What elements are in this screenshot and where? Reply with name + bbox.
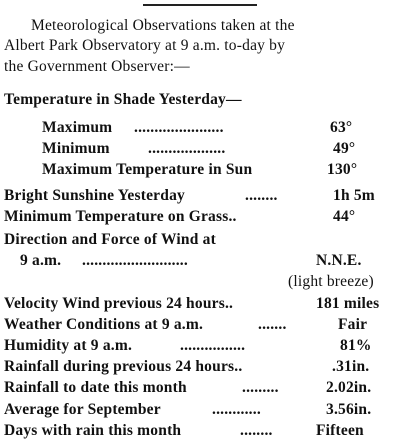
intro-line-2 <box>0 36 401 56</box>
obs-row-days-rain <box>0 421 401 441</box>
obs-value: Fair <box>338 316 368 333</box>
obs-value: Fifteen <box>316 422 364 439</box>
header-rule <box>143 4 257 6</box>
shade-item-label: Maximum <box>42 119 113 136</box>
grass-row <box>0 207 401 227</box>
obs-row-rainfall-month <box>0 378 401 398</box>
wind-note: (light breeze) <box>288 273 374 290</box>
shade-item-value: 63° <box>330 119 353 136</box>
shade-item-label: Maximum Temperature in Sun <box>42 161 253 178</box>
intro-line-3 <box>0 57 401 77</box>
wind-row <box>0 251 401 271</box>
wind-heading <box>0 230 401 250</box>
shade-item-value: 130° <box>327 161 358 178</box>
obs-value: .31in. <box>332 358 370 375</box>
intro-text-1: Meteorological Observations taken at the <box>31 17 295 34</box>
wind-heading-text: Direction and Force of Wind at <box>4 231 216 248</box>
dot-leader: ............ <box>212 401 261 418</box>
dot-leader: ....... <box>258 316 287 333</box>
dot-leader: ................ <box>180 337 246 354</box>
wind-value: N.N.E. <box>316 252 362 269</box>
obs-row-average <box>0 400 401 420</box>
obs-label: Average for September <box>4 401 161 418</box>
obs-row-humidity <box>0 336 401 356</box>
shade-item-value: 49° <box>333 140 356 157</box>
obs-value: 2.02in. <box>326 379 372 396</box>
dot-leader: ...................... <box>134 119 224 136</box>
obs-label: Velocity Wind previous 24 hours.. <box>4 295 234 312</box>
obs-label: Humidity at 9 a.m. <box>4 337 133 354</box>
dot-leader: ........ <box>245 187 278 204</box>
obs-value: 81% <box>340 337 372 354</box>
wind-label: 9 a.m. <box>20 252 62 269</box>
obs-row-velocity <box>0 294 401 314</box>
dot-leader: .......................... <box>82 252 188 269</box>
sunshine-value: 1h 5m <box>333 187 375 204</box>
shade-heading <box>0 90 401 110</box>
obs-label: Rainfall during previous 24 hours.. <box>4 358 243 375</box>
obs-label: Rainfall to date this month <box>4 379 187 396</box>
shade-item-minimum <box>0 139 401 159</box>
dot-leader: ................... <box>148 140 226 157</box>
shade-item-sun <box>0 160 401 180</box>
dot-leader: ........ <box>240 422 273 439</box>
intro-text-2: Albert Park Observatory at 9 a.m. to-day by <box>4 37 286 54</box>
sunshine-row <box>0 186 401 206</box>
shade-heading-text: Temperature in Shade Yesterday— <box>4 91 242 108</box>
intro-text-3: the Government Observer:— <box>4 58 190 75</box>
grass-label: Minimum Temperature on Grass.. <box>4 208 237 225</box>
obs-label: Weather Conditions at 9 a.m. <box>4 316 204 333</box>
obs-label: Days with rain this month <box>4 422 182 439</box>
sunshine-label: Bright Sunshine Yesterday <box>4 187 185 204</box>
grass-value: 44° <box>333 208 356 225</box>
obs-row-rainfall-24h <box>0 357 401 377</box>
wind-note-row <box>0 272 401 292</box>
obs-value: 3.56in. <box>326 401 372 418</box>
obs-row-conditions <box>0 315 401 335</box>
obs-value: 181 miles <box>316 295 380 312</box>
dot-leader: ......... <box>242 379 279 396</box>
intro-line-1 <box>0 16 401 36</box>
shade-item-maximum <box>0 118 401 138</box>
shade-item-label: Minimum <box>42 140 110 157</box>
